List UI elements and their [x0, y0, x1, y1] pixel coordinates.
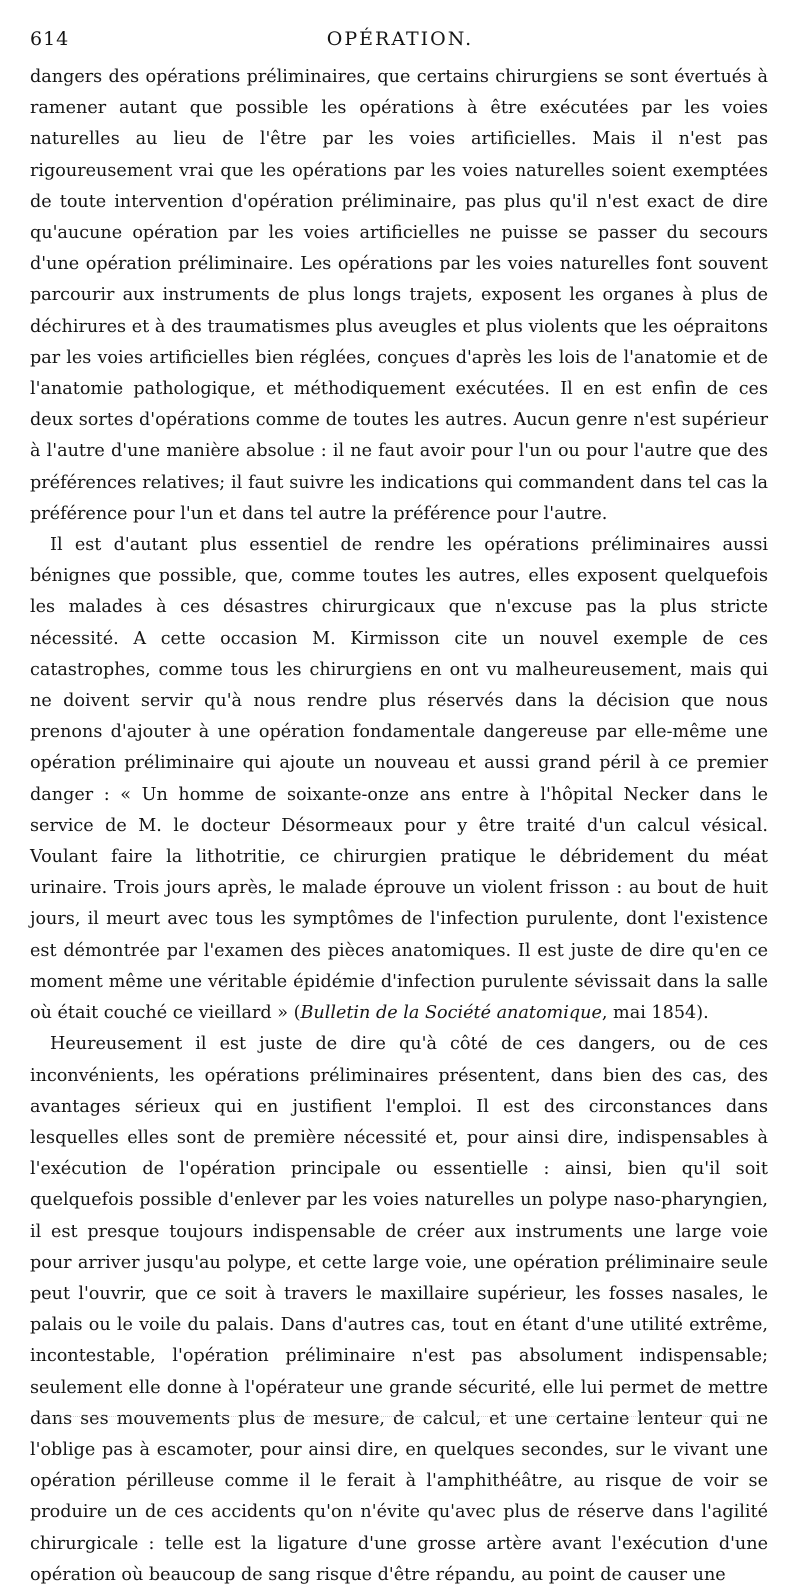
citation-title: Bulletin de la Société anatomique [300, 1003, 602, 1024]
footer-rule [40, 1416, 760, 1417]
page-header [30, 28, 770, 58]
paragraph-2-text: Il est d'autant plus essentiel de rendre les opérations préliminaires aussi bénignes que possible, que, comme toutes les autres, elles exposent quelquefois les malades à ces désastres chirurgicaux que n'excuse pas la plus stricte nécessité. A cette occasion M. Kirmisson cite un nouvel exemple de ces catastrophes, comme tous les chirurgiens en ont vu malheureusement, mais qui ne doivent servir qu'à nous rendre plus réservés dans la décision que nous prenons d'ajouter à une opération fondamentale dangereuse par elle-même une opération préliminaire qui ajoute un nouveau et aussi grand péril à ce premier danger : « Un homme de soixante-onze ans entre à l'hôpital Necker dans le service de M. le docteur Désormeaux pour y être traité d'un calcul vésical. Voulant faire la lithotritie, ce chirurgien pratique le débridement du méat urinaire. Trois jours après, le malade éprouve un violent frisson : au bout de huit jours, il meurt avec tous les symptômes de l'infection purulente, dont l'existence est démontrée par l'examen des pièces anatomiques. Il est juste de dire qu'en ce moment même une véritable épidémie d'infection purulente sévissait dans la salle où était couché ce vieillard » ( [30, 535, 768, 1024]
paragraph-1-text: dangers des opérations préliminaires, que certains chirurgiens se sont évertués à ramener autant que possible les opérations à être exécutées par les voies naturelles au lieu de l'être par les voies artificielles. Mais il n'est pas rigoureusement vrai que les opérations par les voies naturelles soient exemptées de toute intervention d'opération préliminaire, pas plus qu'il n'est exact de dire qu'aucune opération par les voies artificielles ne puisse se passer du secours d'une opération préliminaire. Les opérations par les voies naturelles font souvent parcourir aux instruments de plus longs trajets, exposent les organes à plus de déchirures et à des traumatismes plus aveugles et plus violents que les oépraitons par les voies artificielles bien réglées, conçues d'après les lois de l'anatomie et de l'anatomie pathologique, et méthodiquement exécutées. Il en est enfin de ces deux sortes d'opérations comme de toutes les autres. Aucun genre n'est supérieur à l'autre d'une manière absolue : il ne faut avoir pour l'un ou pour l'autre que des préférences relatives; il faut suivre les indications qui commandent dans tel cas la préférence pour l'un et dans tel autre la préférence pour l'autre. [30, 67, 768, 524]
citation-tail: , mai 1854). [601, 1003, 709, 1024]
page-number: 614 [30, 28, 70, 50]
running-title: OPÉRATION. [326, 28, 474, 50]
paragraph-2 [30, 530, 768, 1029]
paragraph-3 [30, 1029, 768, 1591]
body-text [30, 62, 768, 1591]
paragraph-1 [30, 62, 768, 530]
paragraph-3-text: Heureusement il est juste de dire qu'à côté de ces dangers, ou de ces inconvénients, les opérations préliminaires présentent, dans bien des cas, des avantages sérieux qui en justifient l'emploi. Il est des circonstances dans lesquelles elles sont de première nécessité et, pour ainsi dire, indispensables à l'exécution de l'opération principale ou essentielle : ainsi, bien qu'il soit quelquefois possible d'enlever par les voies naturelles un polype naso-pharyngien, il est presque toujours indispensable de créer aux instruments une large voie pour arriver jusqu'au polype, et cette large voie, une opération préliminaire seule peut l'ouvrir, que ce soit à travers le maxillaire supérieur, les fosses nasales, le palais ou le voile du palais. Dans d'autres cas, tout en étant d'une utilité extrême, incontestable, l'opération préliminaire n'est pas absolument indispensable; seulement elle donne à l'opérateur une grande sécurité, elle lui permet de mettre dans ses mouvements plus de mesure, de calcul, et une certaine lenteur qui ne l'oblige pas à escamoter, pour ainsi dire, en quelques secondes, sur le vivant une opération périlleuse comme il le ferait à l'amphithéâtre, au risque de voir se produire un de ces accidents qu'on n'évite qu'avec plus de réserve dans l'agilité chirurgicale : telle est la ligature d'une grosse artère avant l'exécution d'une opération où beaucoup de sang risque d'être répandu, au point de causer une [30, 1034, 768, 1585]
